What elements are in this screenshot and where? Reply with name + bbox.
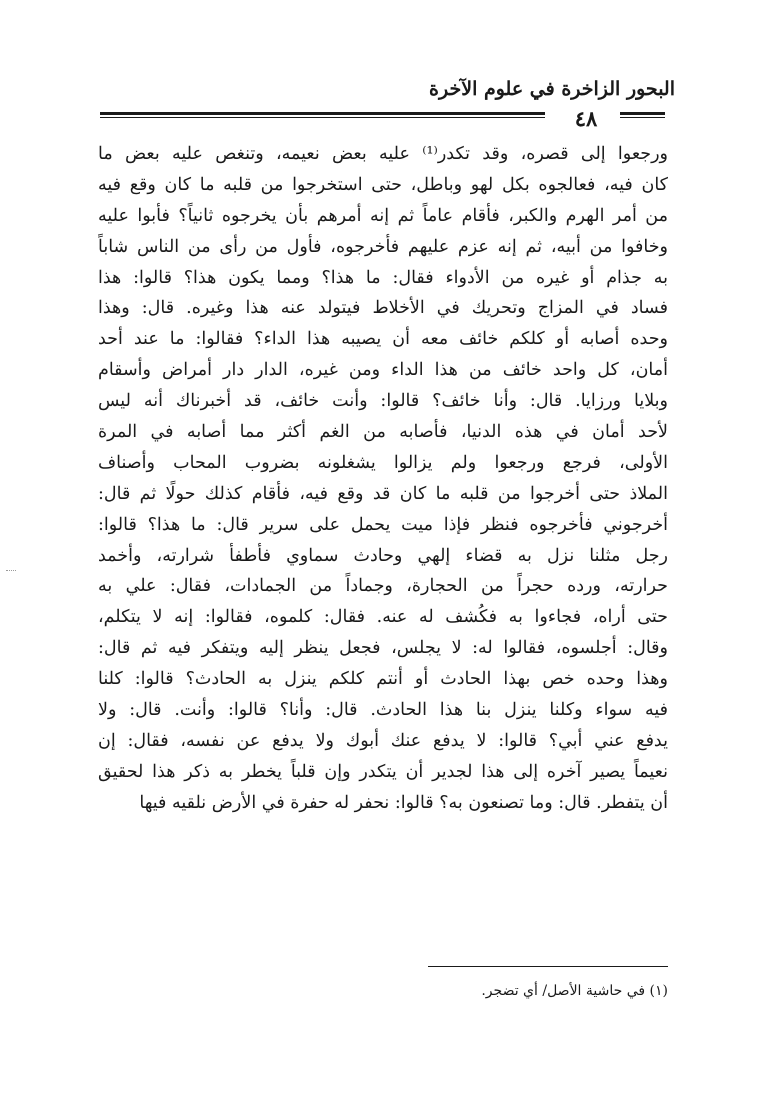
text-line: ورجعوا إلى قصره، وقد تكدر⁽¹⁾ عليه بعض نعيمه، وتنغص عليه بعض ما (98, 144, 668, 164)
text-line: وحده أصابه أو كلكم خائف معه أن يصيبه هذا الداء؟ فقالوا: ما عند أحد (98, 329, 668, 350)
text-line: أن يتفطر. قال: وما تصنعون به؟ قالوا: نحفر له حفرة في الأرض نلقيه فيها (139, 792, 668, 813)
body-text (98, 139, 668, 959)
text-line: فساد في المزاج وتحريك في الأخلاط فيتولد عنه هذا وغيره. قال: وهذا (98, 298, 668, 319)
text-line: فيه سواء وكلنا ينزل بنا هذا الحادث. قال: وأنا؟ قالوا: وأنت. قال: ولا (98, 700, 668, 721)
text-line: أخرجوني فأخرجوه فنظر فإذا ميت يحمل على سرير قال: ما هذا؟ قالوا: (98, 514, 668, 535)
text-line: الأولى، فرجع ورجعوا ولم يزالوا يشغلونه بضروب المحاب وأصناف (98, 452, 668, 473)
text-line: وهذا وحده خص بهذا الحادث أو أنتم كلكم ينزل به الحادث؟ قالوا: كلنا (98, 669, 668, 690)
text-line: أمان، كل واحد خائف من هذا الداء ومن غيره، الدار دار أمراض وأسقام (98, 360, 668, 381)
footnote: (١) في حاشية الأصل/ أي تضجر. (481, 983, 668, 999)
text-line: من أمر الهرم والكبر، فأقام عاماً ثم إنه أمرهم بأن يخرجوه ثانياً؟ فأبوا عليه (98, 205, 668, 226)
text-line: وبلايا ورزايا. قال: وأنا خائف؟ قالوا: وأنت خائف، قد أخبرناك أنه ليس (98, 391, 668, 412)
text-line: كان فيه، فعالجوه بكل لهو وباطل، حتى استخرجوا من قلبه ما كان وقع فيه (98, 174, 668, 195)
header-rule (100, 112, 545, 118)
text-line: به جذام أو غيره من الأدواء فقال: ما هذا؟ ومما يكون هذا؟ قالوا: هذا (98, 267, 668, 288)
text-line: وقال: أجلسوه، فقالوا له: لا يجلس، فجعل ينظر إليه ويتفكر فيه ثم قال: (98, 638, 668, 659)
text-line: حرارته، ورده حجراً من الحجارة، وجماداً من الجمادات، فقال: علي به (98, 576, 668, 597)
margin-mark (6, 570, 16, 572)
text-line: وخافوا من أبيه، ثم إنه عزم عليهم فأخرجوه، فأول من رأى من الناس شاباً (98, 236, 668, 257)
running-header-title: البحور الزاخرة في علوم الآخرة (429, 78, 675, 100)
text-line: رجل مثلنا نزل به قضاء إلهي وحادث سماوي فأطفأ شرارته، وأخمد (98, 545, 668, 566)
page-number: ٤٨ (574, 106, 598, 131)
text-line: لأحد أمان في هذه الدنيا، فأصابه من الغم أكثر مما أصابه في المرة (98, 422, 668, 443)
text-line: يدفع عني أبي؟ قالوا: لا يدفع عنك أبوك ولا يدفع عن نفسه، فقال: إن (98, 730, 668, 751)
text-line: نعيماً يصير آخره إلى هذا لجدير أن يتكدر وإن قلباً يخطر به ذكر هذا لحقيق (98, 761, 668, 782)
page-number-rule (620, 112, 665, 118)
footnote-separator (428, 966, 668, 967)
text-line: حتى أراه، فجاءوا به فكُشف له عنه. فقال: كلموه، فقالوا: إنه لا يتكلم، (98, 607, 668, 628)
text-line: الملاذ حتى أخرجوا من قلبه ما كان قد وقع فيه، فأقام كذلك حولًا ثم قال: (98, 483, 668, 504)
